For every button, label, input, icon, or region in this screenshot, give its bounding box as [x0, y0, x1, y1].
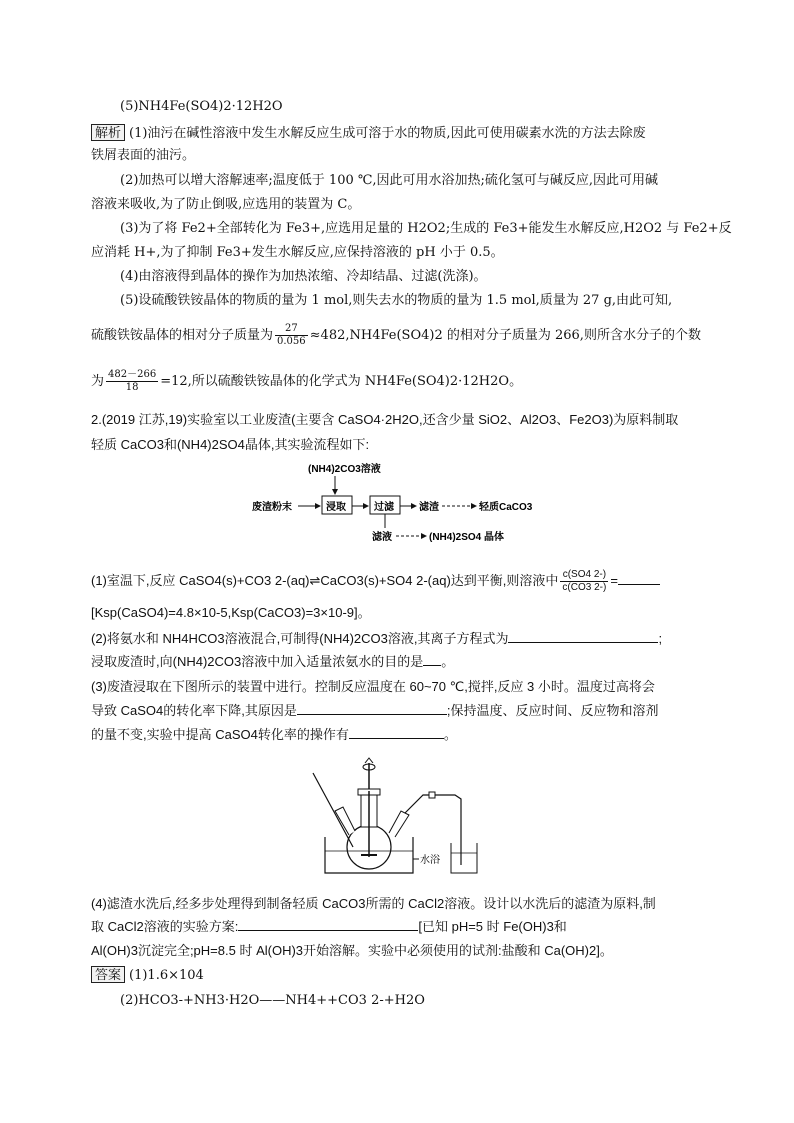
analysis-line-2a: (2)加热可以增大溶解速率;温度低于 100 ℃,因此可用水浴加热;硫化氢可与碱反应,因此可用碱 — [120, 173, 659, 188]
analysis-tag: 解析 — [91, 124, 125, 141]
analysis-line-2b: 溶液来吸收,为了防止倒吸,应选用的装置为 C。 — [91, 197, 361, 212]
answer-line-2: (2)HCO3-+NH3·H2O——NH4++CO3 2-+H2O — [120, 993, 425, 1008]
answer-line-1: 答案 (1)1.6×104 — [91, 966, 204, 985]
answer-blank-2a[interactable] — [508, 630, 658, 643]
flow-reagent: (NH4)2CO3溶液 — [308, 464, 381, 475]
q2-sub3-line-b: 导致 CaSO4的转化率下降,其原因是 ;保持温度、反应时间、反应物和溶剂 — [91, 703, 659, 718]
answer-blank-1[interactable] — [618, 572, 660, 585]
answer-blank-4[interactable] — [238, 918, 418, 931]
analysis-line-4: (4)由溶液得到晶体的操作为加热浓缩、冷却结晶、过滤(洗涤)。 — [120, 269, 487, 284]
water-bath-label: 水浴 — [420, 855, 440, 866]
analysis-line-5c: 为 $\frac{482-266}{18}$ =12,所以硫酸铁铵晶体的化学式为 NH4Fe(SO4)2·12H2O。 — [91, 369, 523, 393]
svg-text:浸取: 浸取 — [326, 502, 346, 513]
analysis-line-1b: 铁屑表面的油污。 — [91, 148, 196, 163]
q2-sub2-line-b: 浸取废渣时,向(NH4)2CO3溶液中加入适量浓氨水的目的是 。 — [91, 654, 455, 669]
answer-blank-3a[interactable] — [297, 702, 447, 715]
q2-sub3-line-c: 的量不变,实验中提高 CaSO4转化率的操作有 。 — [91, 727, 457, 742]
answer-blank-3b[interactable] — [349, 726, 444, 739]
q2-sub2-line-a: (2)将氨水和 NH4HCO3溶液混合,可制得(NH4)2CO3溶液,其离子方程式为 ; — [91, 631, 663, 646]
flow-product-caco3: 轻质CaCO3 — [479, 502, 533, 513]
analysis-line-3b: 应消耗 H+,为了抑制 Fe3+发生水解反应,应保持溶液的 pH 小于 0.5。 — [91, 245, 504, 260]
analysis-line-5b: 硫酸铁铵晶体的相对分子质量为 $\frac{27}{0.056}$ ≈482,NH4Fe(SO4)2 的相对分子质量为 266,则所含水分子的个数 — [91, 323, 701, 347]
q2-sub4-line-b: 取 CaCl2溶液的实验方案: [已知 pH=5 时 Fe(OH)3和 — [91, 919, 567, 934]
flow-start: 废渣粉末 — [252, 502, 292, 513]
q2-sub4-line-a: (4)滤渣水洗后,经多步处理得到制备轻质 CaCO3所需的 CaCl2溶液。设计以水洗后的滤渣为原料,制 — [91, 896, 656, 911]
q2-sub4-line-c: Al(OH)3沉淀完全;pH=8.5 时 Al(OH)3开始溶解。实验中必须使用的试剂:盐酸和 Ca(OH)2]。 — [91, 943, 613, 958]
ratio-fraction: $\frac{c(SO4 2-)}{c(CO3 2-)}$ — [562, 569, 607, 594]
apparatus-diagram — [305, 755, 505, 877]
flow-product-nh4so4: (NH4)2SO4 晶体 — [429, 532, 505, 543]
prev-answer-5: (5)NH4Fe(SO4)2·12H2O — [120, 99, 283, 114]
flow-filtrate: 滤液 — [372, 532, 392, 543]
flow-residue: 滤渣 — [419, 502, 439, 513]
q2-line-1: 2.(2019 江苏,19)实验室以工业废渣(主要含 CaSO4·2H2O,还含少量 SiO2、Al2O3、Fe2O3)为原料制取 — [91, 412, 679, 427]
q2-sub1-line-b: [Ksp(CaSO4)=4.8×10-5,Ksp(CaCO3)=3×10-9]。 — [91, 605, 371, 620]
svg-text:过滤: 过滤 — [374, 502, 394, 513]
flow-chart — [250, 458, 550, 548]
analysis-line-3a: (3)为了将 Fe2+全部转化为 Fe3+,应选用足量的 H2O2;生成的 Fe3+能发生水解反应,H2O2 与 Fe2+反 — [120, 221, 732, 236]
q2-sub3-line-a: (3)废渣浸取在下图所示的装置中进行。控制反应温度在 60~70 ℃,搅拌,反应 3 小时。温度过高将会 — [91, 679, 655, 694]
answer-blank-2b[interactable] — [423, 653, 441, 666]
answer-tag: 答案 — [91, 966, 125, 983]
q2-sub1-line-a: (1)室温下,反应 CaSO4(s)+CO3 2-(aq)⇌CaCO3(s)+SO4 2-(aq)达到平衡,则溶液中 $\frac{c(SO4 2-)}{c(CO3 2-)}$ = — [91, 568, 660, 594]
fraction-27-over-0056: $\frac{27}{0.056}$ — [277, 323, 306, 347]
analysis-line-5a: (5)设硫酸铁铵晶体的物质的量为 1 mol,则失去水的物质的量为 1.5 mol,质量为 27 g,由此可知, — [120, 293, 673, 308]
fraction-water-count: $\frac{482-266}{18}$ — [108, 369, 157, 393]
analysis-line-1: 解析 (1)油污在碱性溶液中发生水解反应生成可溶于水的物质,因此可使用碳素水洗的方法去除废 — [91, 124, 646, 143]
q2-line-2: 轻质 CaCO3和(NH4)2SO4晶体,其实验流程如下: — [91, 437, 370, 452]
